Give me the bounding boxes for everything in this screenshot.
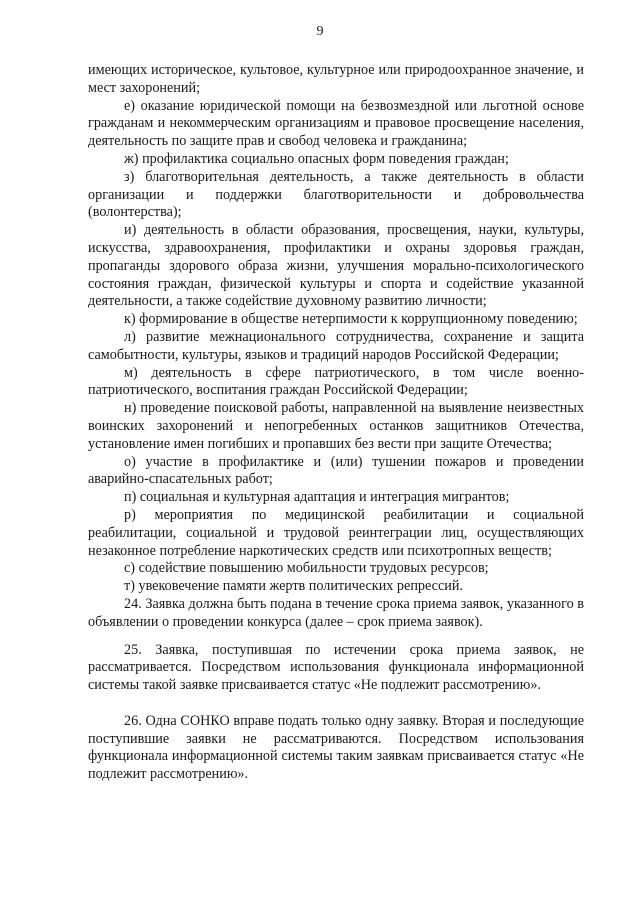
list-item-l: л) развитие межнационального сотрудничества, сохранение и защита самобытности, культуры, языков и традиций народов Российской Федерации; <box>88 328 584 363</box>
list-item-i: и) деятельность в области образования, просвещения, науки, культуры, искусства, здравоохранения, профилактики и охраны здоровья граждан, пропаганды здорового образа жизни, улучшения морально-психологического состояния граждан, физической культуры и спорта и содействие указанной деятельности, а также содействие духовному развитию личности; <box>88 222 584 310</box>
clause-25: 25. Заявка, поступившая по истечении срока приема заявок, не рассматривается. Посредством использования функционала информационной системы такой заявке присваивается статус «Не подлежит рассмотрению». <box>88 641 584 694</box>
list-item-t: т) увековечение памяти жертв политических репрессий. <box>124 578 463 595</box>
list-item-r: р) мероприятия по медицинской реабилитации и социальной реабилитации, социальной и трудовой реинтеграции лиц, осуществляющих незаконное потребление наркотических средств или психотропных веществ; <box>88 506 584 559</box>
paragraph-continuation: имеющих историческое, культовое, культурное или природоохранное значение, и мест захоронений; <box>88 62 584 96</box>
list-item-n: н) проведение поисковой работы, направленной на выявление неизвестных воинских захоронений и непогребенных останков защитников Отечества, установление имен погибших и пропавших без вести при защите Отечества; <box>88 400 584 452</box>
list-item-zh: ж) профилактика социально опасных форм поведения граждан; <box>124 150 509 167</box>
list-item-m: м) деятельность в сфере патриотического, в том числе военно-патриотического, воспитания граждан Российской Федерации; <box>88 364 584 399</box>
page-number: 9 <box>316 24 324 39</box>
list-item-k: к) формирование в обществе нетерпимости к коррупционному поведению; <box>124 311 578 328</box>
clause-24: 24. Заявка должна быть подана в течение срока приема заявок, указанного в объявлении о проведении конкурса (далее – срок приема заявок). <box>88 595 584 630</box>
list-item-o: о) участие в профилактике и (или) тушении пожаров и проведении аварийно-спасательных работ; <box>88 453 584 488</box>
clause-26: 26. Одна СОНКО вправе подать только одну заявку. Вторая и последующие поступившие заявки не рассматриваются. Посредством использования функционала информационной системы таким заявкам присваивается статус «Не подлежит рассмотрению». <box>88 712 584 783</box>
list-item-z: з) благотворительная деятельность, а также деятельность в области организации и поддержки благотворительности и добровольчества (волонтерства); <box>88 168 584 221</box>
list-item-e: е) оказание юридической помощи на безвозмездной или льготной основе гражданам и некоммерческим организациям и правовое просвещение населения, деятельность по защите прав и свобод человека и гражданина; <box>88 97 584 150</box>
document-body <box>88 62 584 784</box>
list-item-p: п) социальная и культурная адаптация и интеграция мигрантов; <box>124 489 510 506</box>
list-item-s: с) содействие повышению мобильности трудовых ресурсов; <box>124 560 489 577</box>
